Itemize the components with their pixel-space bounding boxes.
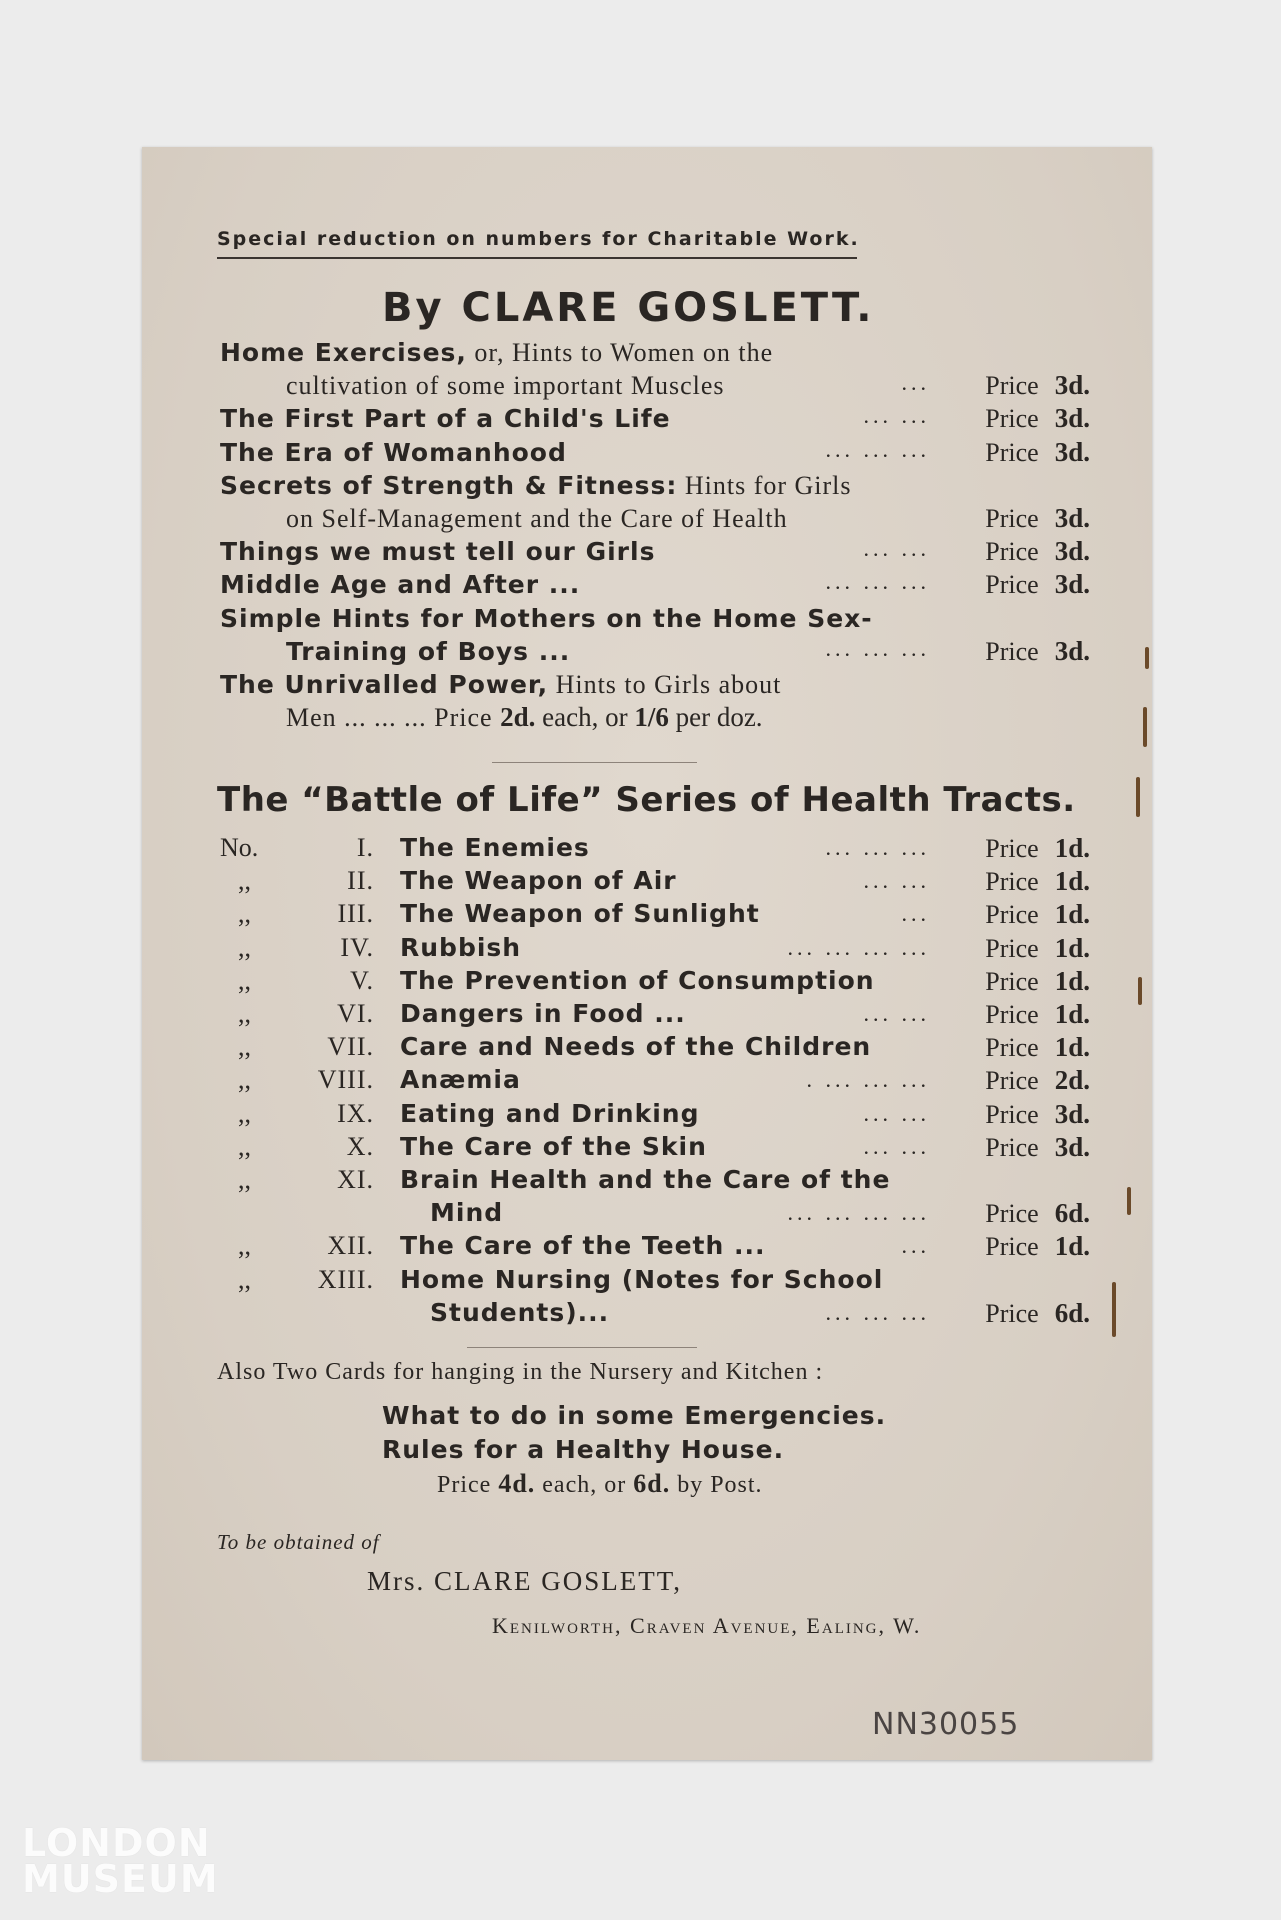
- tract-title: The Weapon of Sunlight: [400, 899, 760, 929]
- tract-number: V.: [350, 965, 374, 995]
- leader-dots: ... ... ...: [825, 436, 930, 462]
- tract-no-label: ,,: [238, 1131, 251, 1161]
- price-label: Price: [985, 834, 1039, 863]
- leader-dots: ...: [901, 901, 930, 927]
- publication-row: [220, 437, 1090, 470]
- price-value: 1d.: [1054, 965, 1090, 996]
- price-label: Price: [985, 371, 1039, 401]
- tract-price: [985, 1298, 1090, 1329]
- price-label: Price: [985, 1000, 1039, 1029]
- series-title: The “Battle of Life” Series of Health Tracts.: [217, 780, 1076, 820]
- tract-no-label: ,,: [238, 1065, 251, 1095]
- price-value: 3d.: [1054, 1098, 1090, 1129]
- publication-title-text: Hints to Girls about: [548, 670, 782, 699]
- tract-title: Rubbish: [400, 932, 522, 962]
- publication-title: [220, 569, 580, 600]
- price-label: Price: [985, 1066, 1039, 1096]
- handwritten-catalogue-number: NN30055: [872, 1707, 1020, 1742]
- price-value: 3d.: [1054, 503, 1090, 533]
- publication-title-text: cultivation of some important Muscles: [286, 371, 725, 401]
- publication-row: [220, 337, 1090, 370]
- publication-row: [220, 603, 1090, 636]
- watermark-line-1: LONDON: [22, 1821, 211, 1865]
- price-value: 1d.: [1054, 1032, 1090, 1063]
- watermark-line-2: MUSEUM: [22, 1857, 219, 1901]
- publication-price: [985, 437, 1090, 468]
- tract-price: [985, 833, 1090, 864]
- tract-row: [220, 1231, 1090, 1264]
- publication-row: [220, 702, 1090, 735]
- price-value: 1d.: [1054, 899, 1090, 930]
- cards-price: Price 4d. each, or 6d. by Post.: [437, 1469, 763, 1498]
- publication-price: [985, 370, 1090, 401]
- tract-title: Mind: [430, 1198, 504, 1228]
- publication-price-part: each, or: [535, 702, 635, 733]
- price-label: Price: [985, 867, 1039, 897]
- price-value: 3d.: [1054, 635, 1090, 666]
- publication-row: [220, 536, 1090, 569]
- leader-dots: ... ...: [863, 1001, 930, 1026]
- publication-title-bold: The Unrivalled Power,: [220, 670, 549, 699]
- publication-row: [220, 636, 1090, 669]
- leader-dots: ... ...: [863, 1100, 930, 1126]
- leader-dots: ... ... ... ...: [787, 1200, 930, 1226]
- price-label: Price: [985, 636, 1039, 666]
- publication-title-text: Hints for Girls: [677, 470, 852, 500]
- card-title-emergencies: What to do in some Emergencies.: [382, 1401, 887, 1430]
- tract-no-label: ,,: [238, 965, 251, 995]
- tract-title: The Care of the Skin: [400, 1131, 707, 1161]
- binding-stain: [1127, 1187, 1131, 1215]
- binding-stain: [1143, 707, 1147, 747]
- tract-row: [220, 933, 1090, 966]
- tract-row: [220, 1065, 1090, 1098]
- price-label: Price: [985, 1199, 1039, 1229]
- leader-dots: ... ... ...: [825, 635, 930, 661]
- tract-no-label: ,,: [238, 1231, 251, 1261]
- tract-number: I.: [356, 833, 374, 862]
- tract-number: VIII.: [317, 1065, 374, 1095]
- leader-dots: ... ... ... ...: [787, 934, 930, 960]
- publication-row: [220, 403, 1090, 436]
- publication-title-bold: The Era of Womanhood: [220, 437, 567, 467]
- tract-price: [985, 1198, 1090, 1229]
- contact-address: Kenilworth, Craven Avenue, Ealing, W.: [492, 1613, 922, 1638]
- price-value: 3d.: [1054, 569, 1090, 600]
- tract-row: [220, 999, 1090, 1032]
- pamphlet-back-cover: [142, 147, 1152, 1760]
- tract-number: IV.: [340, 932, 374, 962]
- tract-title: The Prevention of Consumption: [400, 965, 875, 995]
- tract-no-label: ,,: [238, 932, 251, 962]
- tract-number: VII.: [327, 1032, 374, 1062]
- publication-row: [220, 669, 1090, 702]
- tract-row: [220, 966, 1090, 999]
- header-rule: [217, 257, 857, 259]
- tract-title: Brain Health and the Care of the: [400, 1165, 891, 1194]
- publication-title-bold: Home Exercises,: [220, 338, 467, 367]
- tract-number: XII.: [327, 1231, 374, 1261]
- leader-dots: . ... ... ...: [806, 1067, 930, 1093]
- publication-price-part: per doz.: [668, 702, 763, 733]
- publication-title: [286, 370, 725, 401]
- publication-title: [220, 536, 655, 567]
- publication-price: [985, 403, 1090, 434]
- publication-title-bold: The First Part of a Child's Life: [220, 404, 671, 434]
- binding-stain: [1145, 647, 1149, 669]
- tract-price: [985, 966, 1090, 997]
- tract-number: XIII.: [317, 1264, 374, 1294]
- publication-title-bold: Simple Hints for Mothers on the Home Sex-: [220, 603, 873, 633]
- tract-row: [220, 866, 1090, 899]
- price-label: Price: [985, 537, 1039, 567]
- tract-title: The Care of the Teeth ...: [400, 1231, 766, 1261]
- tract-no-label: No.: [220, 833, 259, 862]
- tract-price: [985, 933, 1090, 964]
- obtain-note: To be obtained of: [217, 1530, 380, 1554]
- price-label: Price: [985, 933, 1039, 963]
- tract-row: [220, 1265, 1090, 1298]
- price-label: Price: [985, 570, 1039, 600]
- publication-title-text: on Self-Management and the Care of Health: [286, 504, 788, 533]
- price-value: 3d.: [1054, 370, 1090, 401]
- tract-no-label: ,,: [238, 1165, 251, 1194]
- tract-no-label: ,,: [238, 899, 251, 929]
- price-value: 1d.: [1054, 833, 1090, 863]
- contact-name: Mrs. CLARE GOSLETT,: [367, 1566, 682, 1596]
- leader-dots: ... ... ...: [825, 835, 930, 860]
- publication-title: [286, 702, 763, 733]
- price-label: Price: [985, 1099, 1039, 1129]
- leader-dots: ...: [901, 370, 930, 396]
- author-heading: By CLARE GOSLETT.: [382, 285, 875, 331]
- price-value: 3d.: [1054, 536, 1090, 567]
- publication-price: [985, 536, 1090, 567]
- publication-price: [985, 636, 1090, 667]
- price-value: 2d.: [1054, 1065, 1090, 1096]
- tract-price: [985, 1065, 1090, 1096]
- tract-title: The Enemies: [400, 833, 590, 862]
- publication-title-bold: Things we must tell our Girls: [220, 537, 656, 567]
- leader-dots: ... ... ...: [825, 569, 930, 595]
- tract-row: [220, 833, 1090, 866]
- tract-title: The Weapon of Air: [400, 866, 677, 896]
- publication-price: [985, 569, 1090, 600]
- price-label: Price: [985, 437, 1039, 467]
- price-label: Price: [985, 1033, 1039, 1063]
- leader-dots: ... ...: [863, 403, 930, 429]
- publication-row: [220, 470, 1090, 503]
- tract-title: Dangers in Food ...: [400, 999, 686, 1028]
- tract-no-label: ,,: [238, 1264, 251, 1294]
- publication-title: [286, 503, 788, 534]
- section-divider-2: [467, 1347, 697, 1348]
- price-label: Price: [985, 1232, 1039, 1262]
- leader-dots: ... ...: [863, 536, 930, 562]
- section-divider: [492, 762, 697, 763]
- publication-row: [220, 569, 1090, 602]
- tract-title: Students)...: [430, 1297, 610, 1327]
- publication-row: [220, 370, 1090, 403]
- price-value: 1d.: [1054, 1231, 1090, 1262]
- tract-number: IX.: [337, 1098, 374, 1128]
- tract-title: Home Nursing (Notes for School: [400, 1264, 884, 1294]
- tract-row: [220, 1132, 1090, 1165]
- tract-price: [985, 1132, 1090, 1163]
- price-label: Price: [985, 1132, 1039, 1162]
- tract-row: [220, 899, 1090, 932]
- binding-stain: [1138, 977, 1142, 1005]
- publication-title-bold: Middle Age and After ...: [220, 570, 581, 600]
- tract-row: [220, 1165, 1090, 1198]
- tract-row: [220, 1032, 1090, 1065]
- leader-dots: ... ...: [863, 1133, 930, 1159]
- publication-row: [220, 503, 1090, 536]
- tract-price: [985, 1099, 1090, 1130]
- publication-title-bold: Secrets of Strength & Fitness:: [220, 470, 678, 500]
- publication-title-text: Men ... ... ... Price: [286, 703, 501, 733]
- publication-price-part: 2d.: [500, 702, 536, 733]
- tract-number: XI.: [337, 1165, 374, 1194]
- publication-title: [220, 437, 567, 468]
- publication-price-part: 1/6: [634, 702, 669, 733]
- charitable-notice: Special reduction on numbers for Charitable Work.: [217, 228, 860, 250]
- publication-title: [286, 636, 570, 667]
- tract-title: Eating and Drinking: [400, 1098, 700, 1128]
- cards-intro: Also Two Cards for hanging in the Nursery and Kitchen :: [217, 1359, 824, 1385]
- price-value: 3d.: [1054, 403, 1090, 434]
- tract-number: II.: [347, 866, 374, 896]
- tract-title: Care and Needs of the Children: [400, 1032, 872, 1062]
- publication-title: [220, 337, 773, 368]
- tract-title: Anæmia: [400, 1065, 521, 1095]
- price-label: Price: [985, 504, 1039, 533]
- price-value: 1d.: [1054, 866, 1090, 897]
- tract-price: [985, 866, 1090, 897]
- tract-no-label: ,,: [238, 866, 251, 896]
- binding-stain: [1136, 777, 1140, 817]
- publication-title: [220, 669, 781, 700]
- publication-title: [220, 603, 873, 634]
- tract-number: VI.: [337, 999, 374, 1028]
- publication-title-bold: Training of Boys ...: [286, 636, 571, 666]
- price-label: Price: [985, 900, 1039, 930]
- publication-title-text: or, Hints to Women on the: [466, 338, 774, 367]
- tract-price: [985, 1032, 1090, 1063]
- price-value: 1d.: [1054, 932, 1090, 963]
- price-value: 3d.: [1054, 1131, 1090, 1162]
- price-value: 1d.: [1054, 999, 1090, 1029]
- tract-price: [985, 1231, 1090, 1262]
- tract-price: [985, 999, 1090, 1030]
- tract-row: [220, 1298, 1090, 1331]
- publication-title: [220, 403, 671, 434]
- price-value: 6d.: [1054, 1297, 1090, 1328]
- tract-no-label: ,,: [238, 1098, 251, 1128]
- publication-title: [220, 470, 852, 501]
- price-label: Price: [985, 966, 1039, 996]
- publication-price: [985, 503, 1090, 534]
- tract-number: X.: [346, 1131, 374, 1161]
- tract-number: III.: [337, 899, 374, 929]
- leader-dots: ... ...: [863, 868, 930, 894]
- tract-price: [985, 899, 1090, 930]
- binding-stain: [1112, 1282, 1116, 1337]
- tract-row: [220, 1099, 1090, 1132]
- price-value: 3d.: [1054, 436, 1090, 467]
- tract-no-label: ,,: [238, 999, 251, 1028]
- price-label: Price: [985, 404, 1039, 434]
- leader-dots: ...: [901, 1233, 930, 1259]
- price-value: 6d.: [1054, 1198, 1090, 1229]
- price-label: Price: [985, 1298, 1039, 1328]
- leader-dots: ... ... ...: [825, 1299, 930, 1325]
- tract-no-label: ,,: [238, 1032, 251, 1062]
- tract-row: [220, 1198, 1090, 1231]
- museum-watermark: [22, 1821, 219, 1901]
- card-title-healthy-house: Rules for a Healthy House.: [382, 1435, 785, 1464]
